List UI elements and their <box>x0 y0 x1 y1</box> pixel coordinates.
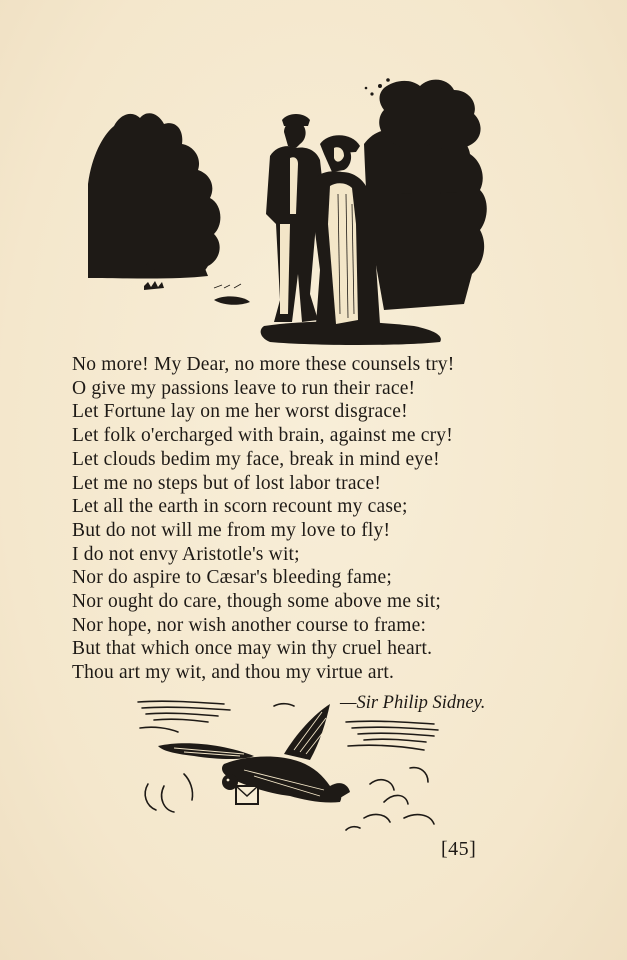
woodcut-dove-illustration <box>134 694 454 834</box>
poem-attribution: —Sir Philip Sidney. <box>340 693 486 713</box>
poem-line: Nor do aspire to Cæsar's bleeding fame; <box>72 567 392 589</box>
poem-line: But do not will me from my love to fly! <box>72 519 391 541</box>
poem-line: Let clouds bedim my face, break in mind eye! <box>72 448 440 470</box>
page-number: [45] <box>441 838 477 860</box>
poem-line: Let me no steps but of lost labor trace! <box>72 472 382 494</box>
poem-line: O give my passions leave to run their race! <box>72 377 416 399</box>
poem-line: Let Fortune lay on me her worst disgrace! <box>72 401 408 423</box>
poem <box>72 353 542 685</box>
woodcut-couple-illustration <box>84 74 496 354</box>
poem-line: Let all the earth in scorn recount my case; <box>72 496 408 518</box>
poem-line: Nor hope, nor wish another course to frame: <box>72 614 427 636</box>
poem-line: Nor ought do care, though some above me sit; <box>72 591 441 613</box>
poem-line: But that which once may win thy cruel heart. <box>72 638 433 660</box>
poem-line: No more! My Dear, no more these counsels try! <box>72 354 455 375</box>
poem-line: I do not envy Aristotle's wit; <box>72 543 300 565</box>
poem-line: Let folk o'ercharged with brain, against me cry! <box>72 425 453 447</box>
poem-line: Thou art my wit, and thou my virtue art. <box>72 662 395 684</box>
